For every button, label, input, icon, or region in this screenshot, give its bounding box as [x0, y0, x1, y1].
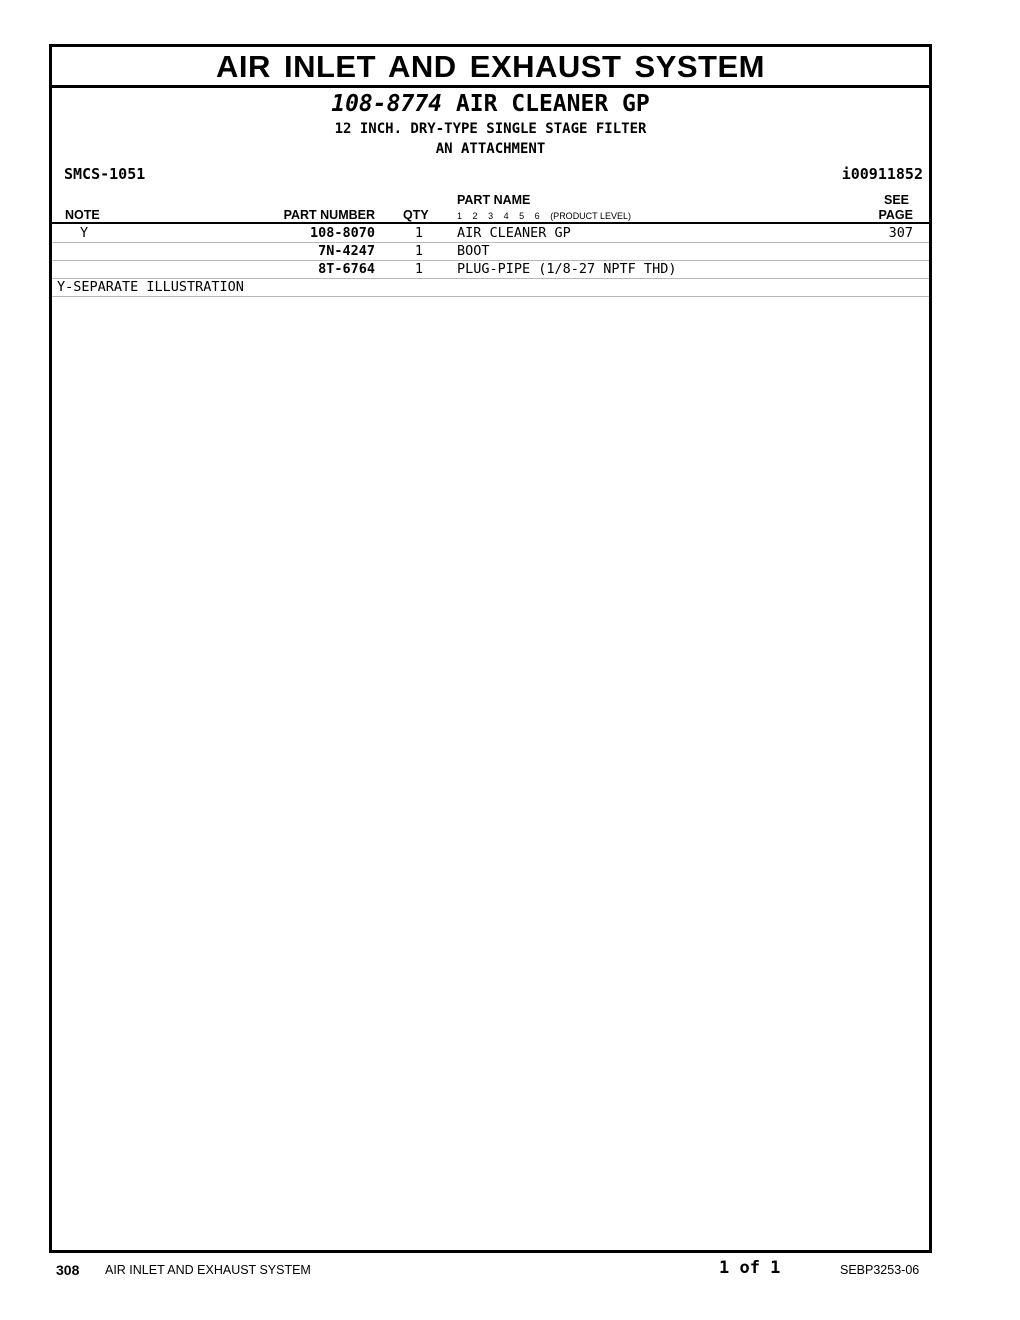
row-note: Y	[80, 225, 89, 241]
smcs-code: SMCS-1051	[64, 165, 146, 183]
product-level-label: (PRODUCT LEVEL)	[550, 211, 632, 221]
page-of: 1 of 1	[719, 1258, 781, 1278]
row-part-name: PLUG-PIPE (1/8-27 NPTF THD)	[457, 261, 677, 277]
row-part-name: AIR CLEANER GP	[457, 225, 571, 241]
row-part-number: 7N-4247	[318, 243, 375, 259]
illustration-id: i00911852	[841, 165, 923, 183]
level-2: 2	[472, 211, 478, 221]
header-note: NOTE	[65, 208, 100, 222]
document-id: SEBP3253-06	[840, 1263, 920, 1277]
product-levels	[457, 211, 639, 221]
row-see-page: 307	[888, 225, 913, 241]
header-page: PAGE	[878, 208, 913, 222]
row-qty: 1	[414, 261, 424, 277]
table-row	[52, 242, 929, 261]
row-qty: 1	[414, 243, 424, 259]
group-name: AIR CLEANER GP	[455, 91, 650, 117]
row-part-name: BOOT	[457, 243, 490, 259]
level-1: 1	[457, 211, 463, 221]
footnote	[52, 278, 929, 297]
page-frame	[49, 44, 932, 1253]
level-4: 4	[503, 211, 509, 221]
row-qty: 1	[414, 225, 424, 241]
footer-section: AIR INLET AND EXHAUST SYSTEM	[105, 1263, 311, 1277]
header-part-name: PART NAME	[457, 193, 531, 207]
level-3: 3	[488, 211, 494, 221]
section-title: AIR INLET AND EXHAUST SYSTEM	[52, 47, 929, 88]
group-description-line1: 12 INCH. DRY-TYPE SINGLE STAGE FILTER	[334, 121, 647, 137]
row-part-number: 108-8070	[309, 225, 375, 241]
table-row	[52, 260, 929, 279]
group-description-line2: AN ATTACHMENT	[435, 141, 546, 157]
page-number: 308	[56, 1262, 80, 1278]
footnote-text: Y-SEPARATE ILLUSTRATION	[57, 279, 244, 295]
level-6: 6	[534, 211, 540, 221]
group-number: 108-8774	[331, 91, 443, 117]
table-row	[52, 224, 929, 243]
row-part-number: 8T-6764	[318, 261, 375, 277]
level-5: 5	[519, 211, 525, 221]
header-part-number: PART NUMBER	[283, 208, 375, 222]
header-qty: QTY	[403, 208, 429, 222]
group-heading	[52, 91, 929, 117]
header-see: SEE	[883, 193, 909, 207]
